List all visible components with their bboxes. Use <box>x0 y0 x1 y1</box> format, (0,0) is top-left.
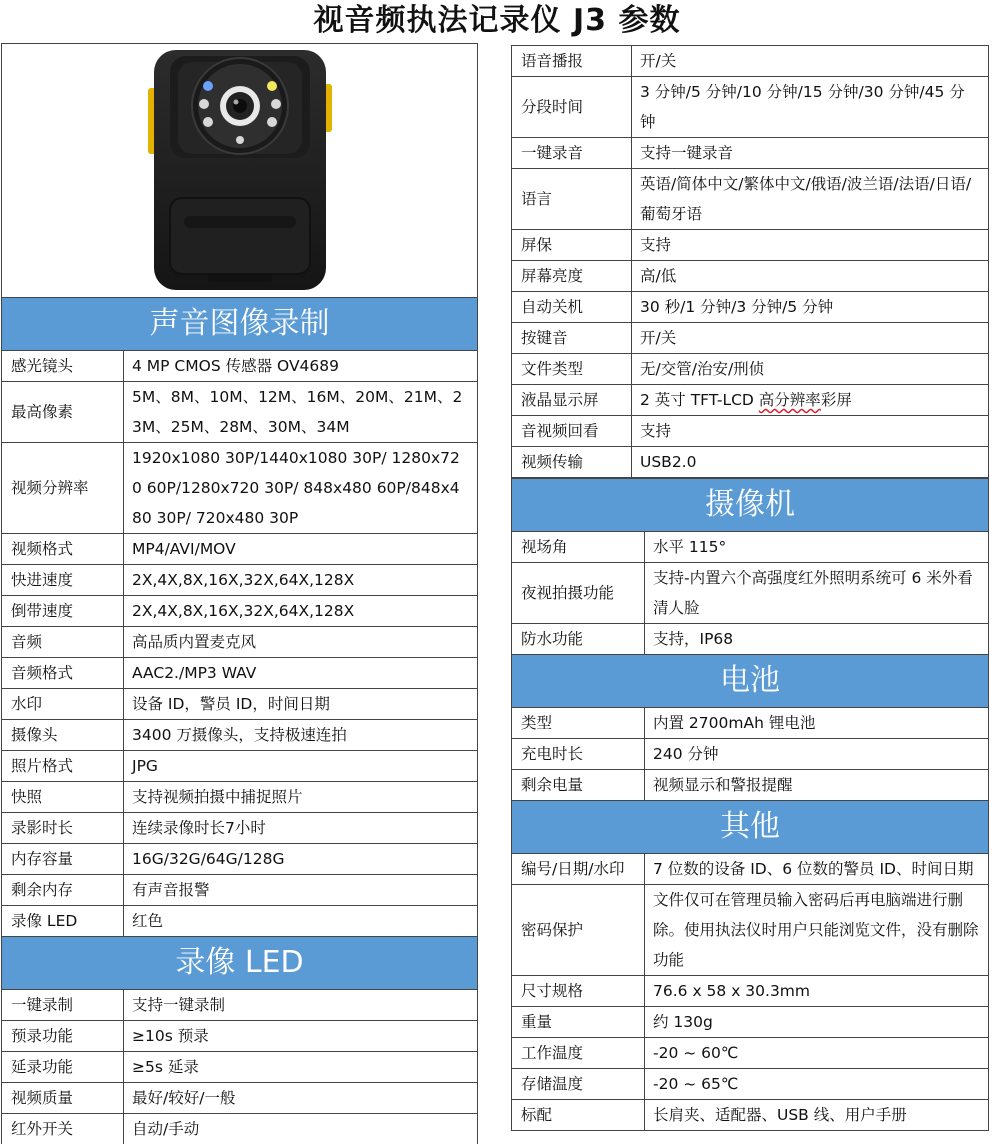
photo-cell <box>2 44 478 298</box>
spec-row <box>512 447 989 478</box>
spec-key: 密码保护 <box>512 885 645 976</box>
spec-row <box>2 382 478 443</box>
spec-row <box>512 261 989 292</box>
spec-row <box>512 46 989 77</box>
spec-row <box>2 351 478 382</box>
spec-value: 240 分钟 <box>645 739 989 770</box>
spec-value: JPG <box>124 751 478 782</box>
spec-key: 语言 <box>512 169 632 230</box>
section-header <box>2 298 478 351</box>
spec-row <box>512 624 989 655</box>
spec-key: 红外开关 <box>2 1114 124 1144</box>
spec-value: 2X,4X,8X,16X,32X,64X,128X <box>124 565 478 596</box>
spec-value: 内置 2700mAh 锂电池 <box>645 708 989 739</box>
spec-key: 剩余内存 <box>2 875 124 906</box>
spec-key: 内存容量 <box>2 844 124 875</box>
section-header <box>512 801 989 854</box>
spec-key: 液晶显示屏 <box>512 385 632 416</box>
spec-key: 录影时长 <box>2 813 124 844</box>
spec-row <box>2 565 478 596</box>
spec-value: AAC2./MP3 WAV <box>124 658 478 689</box>
spec-row <box>2 627 478 658</box>
section-header <box>512 655 989 708</box>
spec-value: 4 MP CMOS 传感器 OV4689 <box>124 351 478 382</box>
spec-row <box>512 854 989 885</box>
spec-row <box>512 1007 989 1038</box>
spec-value: 支持 <box>632 230 989 261</box>
spec-key: 感光镜头 <box>2 351 124 382</box>
spec-row <box>2 689 478 720</box>
spec-value: MP4/AVI/MOV <box>124 534 478 565</box>
spec-value: 5M、8M、10M、12M、16M、20M、21M、23M、25M、28M、30M、34M <box>124 382 478 443</box>
spec-value: 3400 万摄像头，支持极速连拍 <box>124 720 478 751</box>
spec-key: 最高像素 <box>2 382 124 443</box>
spec-row <box>2 875 478 906</box>
spec-row <box>512 77 989 138</box>
spec-value: 英语/简体中文/繁体中文/俄语/波兰语/法语/日语/葡萄牙语 <box>632 169 989 230</box>
spec-row <box>2 534 478 565</box>
spec-value: 2X,4X,8X,16X,32X,64X,128X <box>124 596 478 627</box>
spec-row <box>512 708 989 739</box>
spec-row <box>512 416 989 447</box>
spec-key: 分段时间 <box>512 77 632 138</box>
spec-value: 长肩夹、适配器、USB 线、用户手册 <box>645 1100 989 1131</box>
spec-row <box>2 906 478 937</box>
spec-value: 3 分钟/5 分钟/10 分钟/15 分钟/30 分钟/45 分钟 <box>632 77 989 138</box>
spec-key: 录像 LED <box>2 906 124 937</box>
spec-key: 尺寸规格 <box>512 976 645 1007</box>
spec-row <box>512 292 989 323</box>
spec-key: 水印 <box>2 689 124 720</box>
photo-row <box>2 44 478 298</box>
spec-key: 标配 <box>512 1100 645 1131</box>
section-heading: 摄像机 <box>512 479 989 532</box>
spec-row <box>2 1052 478 1083</box>
spec-row <box>512 169 989 230</box>
section-header <box>512 479 989 532</box>
spec-value: 支持-内置六个高强度红外照明系统可 6 米外看清人脸 <box>645 563 989 624</box>
spec-value: 支持视频拍摄中捕捉照片 <box>124 782 478 813</box>
spec-key: 一键录制 <box>2 990 124 1021</box>
spec-value: USB2.0 <box>632 447 989 478</box>
spec-row <box>512 230 989 261</box>
spec-row <box>2 782 478 813</box>
spec-value <box>632 385 989 416</box>
spec-key: 视频质量 <box>2 1083 124 1114</box>
spec-key: 快进速度 <box>2 565 124 596</box>
spec-row <box>512 385 989 416</box>
spec-value: 16G/32G/64G/128G <box>124 844 478 875</box>
spec-value: 高/低 <box>632 261 989 292</box>
spec-value: 30 秒/1 分钟/3 分钟/5 分钟 <box>632 292 989 323</box>
section-heading: 录像 LED <box>2 937 478 990</box>
spec-value: 水平 115° <box>645 532 989 563</box>
spec-key: 编号/日期/水印 <box>512 854 645 885</box>
spec-value: 高品质内置麦克风 <box>124 627 478 658</box>
spec-value: 支持 <box>632 416 989 447</box>
spec-value: 设备 ID，警员 ID，时间日期 <box>124 689 478 720</box>
page-title: 视音频执法记录仪 J3 参数 <box>313 3 681 38</box>
right-spec-table <box>511 45 989 1131</box>
spec-value: 支持，IP68 <box>645 624 989 655</box>
spec-key: 延录功能 <box>2 1052 124 1083</box>
spec-row <box>2 751 478 782</box>
spec-value: 开/关 <box>632 323 989 354</box>
spellcheck-marked-text: 高分辨率 <box>758 391 821 409</box>
section-heading: 其他 <box>512 801 989 854</box>
spec-value: ≥5s 延录 <box>124 1052 478 1083</box>
spec-key: 文件类型 <box>512 354 632 385</box>
spec-value: 红色 <box>124 906 478 937</box>
spec-row <box>512 1069 989 1100</box>
spec-row <box>2 658 478 689</box>
spec-row <box>512 138 989 169</box>
spec-value-part: 彩屏 <box>820 391 852 409</box>
spec-row <box>2 1083 478 1114</box>
spec-value: 支持一键录音 <box>632 138 989 169</box>
spec-row <box>512 770 989 801</box>
spec-key: 摄像头 <box>2 720 124 751</box>
spec-value: 文件仅可在管理员输入密码后再电脑端进行删除。使用执法仪时用户只能浏览文件，没有删除功能 <box>645 885 989 976</box>
spec-key: 自动关机 <box>512 292 632 323</box>
spec-row <box>512 563 989 624</box>
spec-key: 夜视拍摄功能 <box>512 563 645 624</box>
spec-key: 快照 <box>2 782 124 813</box>
spec-value: 有声音报警 <box>124 875 478 906</box>
section-heading: 声音图像录制 <box>2 298 478 351</box>
spec-row <box>512 354 989 385</box>
spec-key: 视场角 <box>512 532 645 563</box>
spec-key: 防水功能 <box>512 624 645 655</box>
spec-key: 剩余电量 <box>512 770 645 801</box>
spec-key: 屏幕亮度 <box>512 261 632 292</box>
spec-value: 最好/较好/一般 <box>124 1083 478 1114</box>
spec-key: 重量 <box>512 1007 645 1038</box>
spec-row <box>2 443 478 534</box>
spec-row <box>2 990 478 1021</box>
spec-key: 屏保 <box>512 230 632 261</box>
spec-key: 语音播报 <box>512 46 632 77</box>
spec-value: -20 ~ 60℃ <box>645 1038 989 1069</box>
spec-value: 1920x1080 30P/1440x1080 30P/ 1280x720 60P/1280x720 30P/ 848x480 60P/848x480 30P/ 720x480 30P <box>124 443 478 534</box>
spec-value: 约 130g <box>645 1007 989 1038</box>
spec-value: ≥10s 预录 <box>124 1021 478 1052</box>
spec-key: 类型 <box>512 708 645 739</box>
spec-value: 视频显示和警报提醒 <box>645 770 989 801</box>
spec-row <box>512 1038 989 1069</box>
spec-key: 一键录音 <box>512 138 632 169</box>
spec-value: 76.6 x 58 x 30.3mm <box>645 976 989 1007</box>
spec-key: 音视频回看 <box>512 416 632 447</box>
spec-value: 开/关 <box>632 46 989 77</box>
spec-value: 支持一键录制 <box>124 990 478 1021</box>
spec-row <box>2 813 478 844</box>
spec-row <box>512 739 989 770</box>
spec-value: 7 位数的设备 ID、6 位数的警员 ID、时间日期 <box>645 854 989 885</box>
spec-key: 按键音 <box>512 323 632 354</box>
spec-key: 照片格式 <box>2 751 124 782</box>
spec-row <box>2 1114 478 1144</box>
spec-key: 视频格式 <box>2 534 124 565</box>
spec-value: 无/交管/治安/刑侦 <box>632 354 989 385</box>
spec-row <box>2 844 478 875</box>
spec-key: 工作温度 <box>512 1038 645 1069</box>
spec-key: 音频格式 <box>2 658 124 689</box>
spec-key: 视频传输 <box>512 447 632 478</box>
spec-key: 预录功能 <box>2 1021 124 1052</box>
spec-row <box>512 532 989 563</box>
spec-row <box>2 720 478 751</box>
spec-key: 存储温度 <box>512 1069 645 1100</box>
section-header <box>2 937 478 990</box>
spec-row <box>512 976 989 1007</box>
spec-value: 自动/手动 <box>124 1114 478 1144</box>
spec-row <box>512 1100 989 1131</box>
body-camera-image <box>148 48 332 292</box>
spec-value: 连续录像时长7小时 <box>124 813 478 844</box>
spec-key: 音频 <box>2 627 124 658</box>
spec-key: 充电时长 <box>512 739 645 770</box>
spec-row <box>512 885 989 976</box>
left-spec-table <box>1 43 478 1144</box>
spec-key: 视频分辨率 <box>2 443 124 534</box>
section-heading: 电池 <box>512 655 989 708</box>
spec-key: 倒带速度 <box>2 596 124 627</box>
spec-row <box>2 1021 478 1052</box>
spec-row <box>512 323 989 354</box>
spec-value: -20 ~ 65℃ <box>645 1069 989 1100</box>
spec-value-part: 2 英寸 TFT-LCD <box>640 391 759 409</box>
spec-row <box>2 596 478 627</box>
